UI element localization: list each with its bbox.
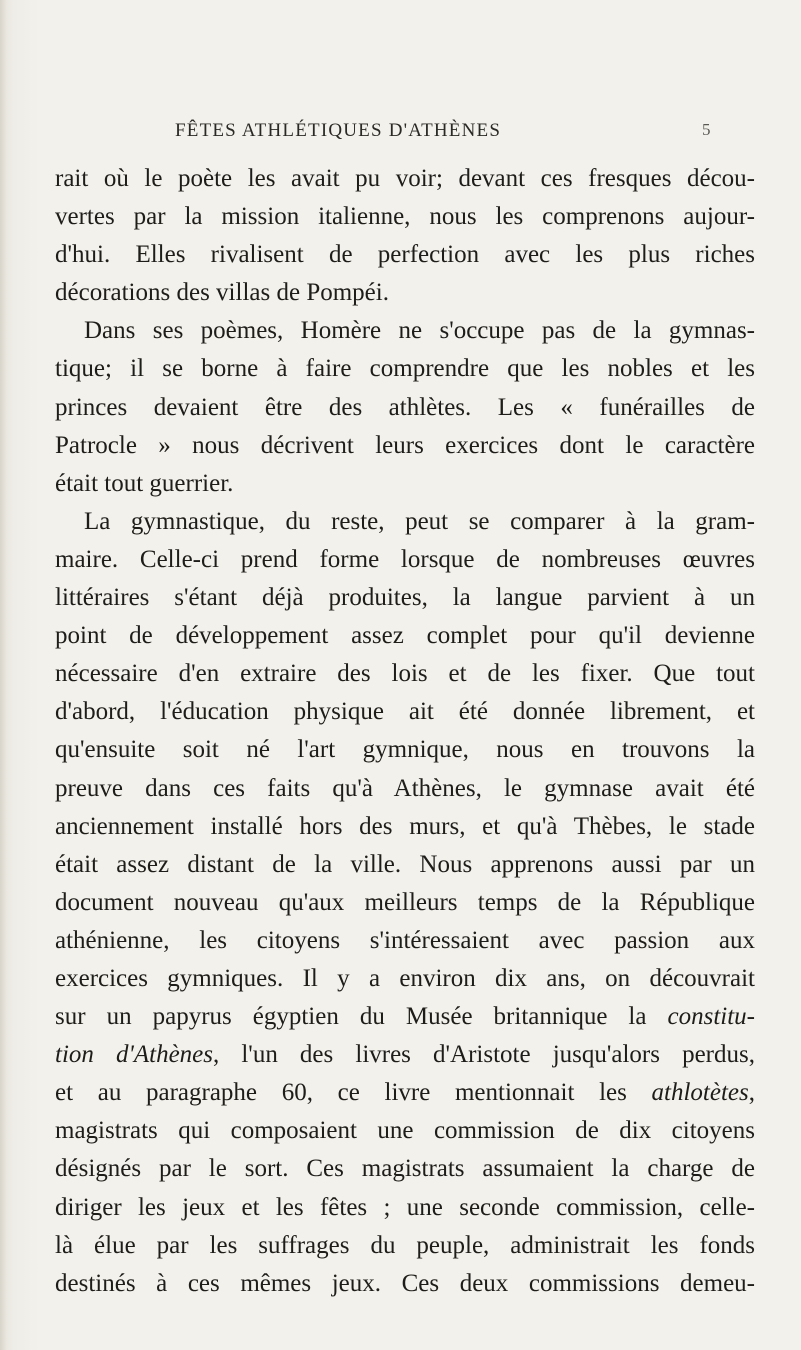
text-line xyxy=(55,541,755,579)
running-title: FÊTES ATHLÉTIQUES D'ATHÈNES xyxy=(175,120,502,141)
text-run: là élue par les suffrages du peuple, administrait les fonds xyxy=(55,1231,755,1259)
text-run: maire. Celle-ci prend forme lorsque de nombreuses œuvres xyxy=(55,545,755,573)
text-run: vertes par la mission italienne, nous les comprenons aujour- xyxy=(55,203,755,231)
text-line xyxy=(55,922,755,960)
text-line xyxy=(55,198,755,236)
text-run: , xyxy=(748,1079,755,1107)
text-run: anciennement installé hors des murs, et qu'à Thèbes, le stade xyxy=(55,812,755,840)
text-run: Dans ses poèmes, Homère ne s'occupe pas de la gymnas- xyxy=(84,317,755,345)
text-run: désignés par le sort. Ces magistrats assumaient la charge de xyxy=(55,1155,755,1183)
text-line xyxy=(55,274,755,312)
italic-text-run: tion d'Athènes xyxy=(55,1041,213,1069)
text-line xyxy=(55,579,755,617)
text-run: décorations des villas de Pompéi. xyxy=(55,279,389,307)
text-line xyxy=(55,808,755,846)
text-line xyxy=(55,1265,755,1303)
text-line xyxy=(55,770,755,808)
text-run: d'abord, l'éducation physique ait été donnée librement, et xyxy=(55,698,755,726)
body-text xyxy=(55,160,755,1303)
text-line xyxy=(55,1074,755,1112)
text-line xyxy=(55,1036,755,1074)
text-run: princes devaient être des athlètes. Les « funérailles de xyxy=(55,393,755,421)
text-line xyxy=(55,427,755,465)
text-line xyxy=(55,236,755,274)
text-line xyxy=(55,1227,755,1265)
text-run: sur un papyrus égyptien du Musée britannique la xyxy=(55,1003,668,1031)
text-line xyxy=(55,312,755,350)
text-run: magistrats qui composaient une commission de dix citoyens xyxy=(55,1117,755,1145)
text-line xyxy=(55,1189,755,1227)
text-run: nécessaire d'en extraire des lois et de les fixer. Que tout xyxy=(55,660,755,688)
text-line xyxy=(55,503,755,541)
text-line xyxy=(55,693,755,731)
text-run: était tout guerrier. xyxy=(55,469,234,497)
text-line xyxy=(55,389,755,427)
italic-text-run: constitu- xyxy=(667,1003,755,1031)
text-run: rait où le poète les avait pu voir; devant ces fresques décou- xyxy=(55,165,755,192)
text-line xyxy=(55,350,755,388)
text-line xyxy=(55,846,755,884)
text-line xyxy=(55,655,755,693)
text-line xyxy=(55,998,755,1036)
text-line xyxy=(55,465,755,503)
text-run: document nouveau qu'aux meilleurs temps de la République xyxy=(55,888,755,916)
text-run: Patrocle » nous décrivent leurs exercices dont le caractère xyxy=(55,431,755,459)
text-run: tique; il se borne à faire comprendre que les nobles et les xyxy=(55,355,755,383)
text-line xyxy=(55,960,755,998)
text-line xyxy=(55,617,755,655)
text-run: qu'ensuite soit né l'art gymnique, nous en trouvons la xyxy=(55,736,755,764)
text-run: preuve dans ces faits qu'à Athènes, le gymnase avait été xyxy=(55,774,755,802)
italic-text-run: athlotètes xyxy=(651,1079,749,1107)
text-run: La gymnastique, du reste, peut se comparer à la gram- xyxy=(84,507,755,535)
text-line xyxy=(55,1150,755,1188)
text-run: , l'un des livres d'Aristote jusqu'alors perdus, xyxy=(213,1041,755,1069)
text-line xyxy=(55,1112,755,1150)
text-run: était assez distant de la ville. Nous apprenons aussi par un xyxy=(55,850,755,878)
text-run: diriger les jeux et les fêtes ; une seconde commission, celle- xyxy=(55,1193,755,1221)
text-line xyxy=(55,731,755,769)
page-number: 5 xyxy=(702,120,711,139)
text-line xyxy=(55,884,755,922)
text-run: athénienne, les citoyens s'intéressaient avec passion aux xyxy=(55,926,755,954)
text-run: littéraires s'étant déjà produites, la langue parvient à un xyxy=(55,584,755,612)
text-run: et au paragraphe 60, ce livre mentionnait les xyxy=(55,1079,652,1107)
text-run: destinés à ces mêmes jeux. Ces deux commissions demeu- xyxy=(55,1269,755,1297)
text-run: d'hui. Elles rivalisent de perfection avec les plus riches xyxy=(55,241,755,269)
text-line xyxy=(55,160,755,198)
text-run: exercices gymniques. Il y a environ dix ans, on découvrait xyxy=(55,964,755,992)
text-run: point de développement assez complet pour qu'il devienne xyxy=(55,622,755,650)
page-binding-edge xyxy=(0,0,7,1350)
